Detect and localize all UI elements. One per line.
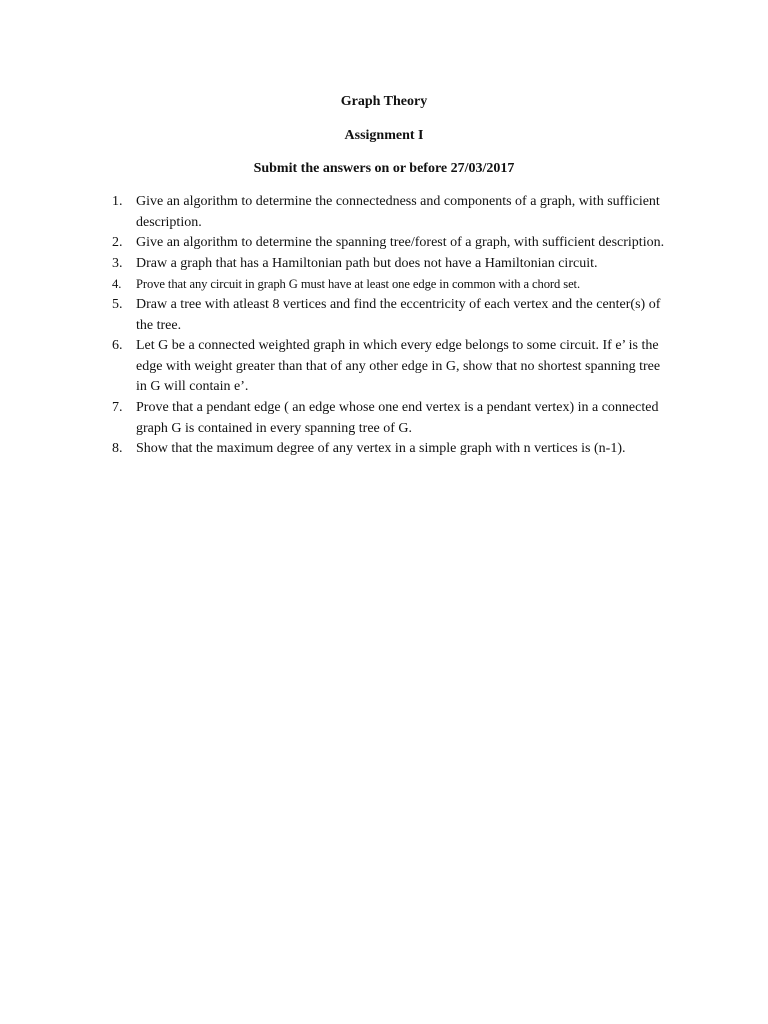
assignment-subtitle: Assignment I	[344, 128, 424, 143]
question-number: 1.	[112, 194, 123, 209]
question-text: Draw a tree with atleast 8 vertices and find the eccentricity of each vertex and the center(s) of the tree.	[136, 296, 661, 333]
question-number: 6.	[112, 338, 123, 354]
question-text: Give an algorithm to determine the connectedness and components of a graph, with sufficient description.	[136, 194, 660, 230]
question-number: 8.	[112, 441, 123, 457]
question-text: Show that the maximum degree of any vertex in a simple graph with n vertices is (n-1).	[136, 441, 626, 457]
question-text: Let G be a connected weighted graph in which every edge belongs to some circuit. If e’ is the edge with weight greater than that of any other edge in G, show that no shortest spanning tree in G will contain e’.	[136, 338, 661, 395]
document-title: Graph Theory	[340, 94, 428, 109]
question-item	[108, 336, 668, 398]
question-text: Give an algorithm to determine the spanning tree/forest of a graph, with sufficient description.	[136, 235, 665, 251]
question-item	[108, 254, 668, 275]
question-text: Prove that a pendant edge ( an edge whose one end vertex is a pendant vertex) in a connected graph G is contained in every spanning tree of G.	[136, 399, 659, 436]
question-item	[108, 295, 668, 336]
question-number: 2.	[112, 235, 123, 251]
question-text: Prove that any circuit in graph G must have at least one edge in common with a chord set.	[136, 277, 581, 292]
question-number: 3.	[112, 255, 123, 271]
question-list	[108, 192, 668, 460]
question-text: Draw a graph that has a Hamiltonian path but does not have a Hamiltonian circuit.	[136, 255, 598, 271]
question-number: 5.	[112, 296, 123, 312]
question-item	[108, 439, 668, 460]
question-item	[108, 274, 668, 295]
question-number: 7.	[112, 399, 123, 415]
submission-deadline: Submit the answers on or before 27/03/2017	[253, 161, 515, 176]
question-item	[108, 398, 668, 439]
question-number: 4.	[112, 277, 122, 292]
question-item	[108, 192, 668, 233]
question-item	[108, 233, 668, 254]
